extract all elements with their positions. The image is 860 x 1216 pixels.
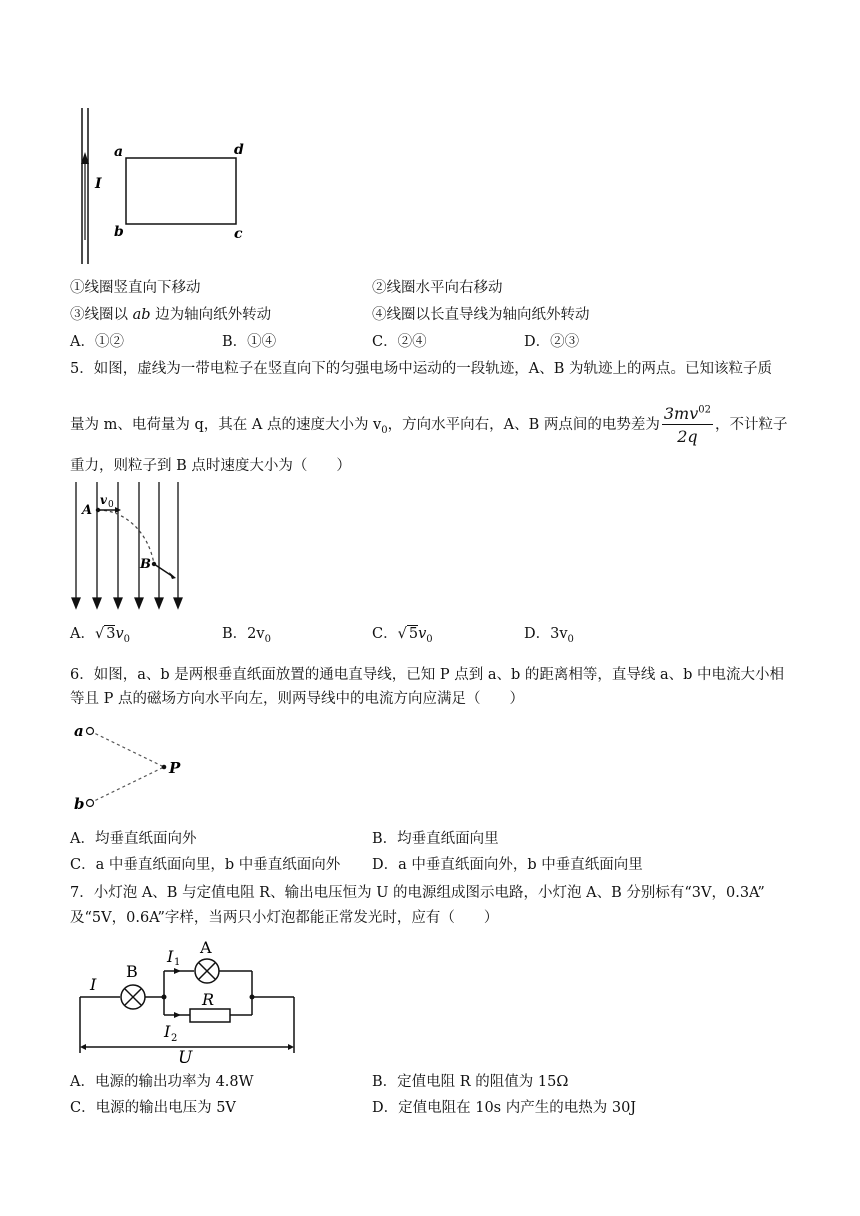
q6-figure: [68, 718, 188, 818]
q7-stem-line2: 及“5V，0.6A”字样，当两只小灯泡都能正常发光时，应有（ ）: [70, 910, 499, 926]
fig7-label-I2: I: [164, 1022, 171, 1041]
fig7-label-A: A: [200, 938, 212, 957]
q6-choice-b[interactable]: B．均垂直纸面向里: [372, 831, 499, 847]
q7-choice-d[interactable]: D．定值电阻在 10s 内产生的电热为 30J: [372, 1100, 637, 1116]
fig6-label-P: P: [169, 759, 181, 777]
q5-stem-line1: 5．如图，虚线为一带电粒子在竖直向下的匀强电场中运动的一段轨迹，A、B 为轨迹上的两点。已知该粒子质: [70, 361, 772, 377]
q6-choice-a[interactable]: A．均垂直纸面向外: [70, 831, 197, 847]
fig4-label-c: c: [234, 226, 243, 242]
fig7-label-I1: I: [167, 947, 174, 966]
fig6-label-a: a: [74, 722, 84, 740]
q4-option-1: ①线圈竖直向下移动: [70, 280, 201, 296]
q6-stem-line2: 等且 P 点的磁场方向水平向左，则两导线中的电流方向应满足（ ）: [70, 691, 524, 707]
q5-figure: [68, 480, 188, 612]
q4-choice-c[interactable]: C．②④: [372, 334, 427, 350]
fig7-label-B: B: [126, 962, 138, 981]
fig4-label-d: d: [234, 142, 244, 158]
q4-option-3: ③线圈以 ab 边为轴向纸外转动: [70, 307, 272, 323]
fig5-label-A: A: [82, 503, 93, 518]
q5-choice-d[interactable]: D．$3v_0$: [524, 626, 574, 645]
fig4-label-a: a: [114, 144, 124, 160]
q6-choice-c[interactable]: C．a 中垂直纸面向里，b 中垂直纸面向外: [70, 857, 341, 873]
q5-stem-line3: 重力，则粒子到 B 点时速度大小为（ ）: [70, 458, 351, 474]
q4-choice-b[interactable]: B．①④: [222, 334, 277, 350]
fig7-label-I: I: [90, 975, 97, 994]
q4-figure: [68, 100, 258, 270]
q5-choice-a[interactable]: A．√ $3v_0$: [70, 626, 131, 645]
fig5-label-B: B: [140, 557, 151, 572]
svg-text:2: 2: [171, 1033, 178, 1044]
fig6-label-b: b: [74, 795, 85, 813]
q4-choice-d[interactable]: D．②③: [524, 334, 580, 350]
fig4-label-I: I: [95, 176, 102, 192]
q6-choice-d[interactable]: D．a 中垂直纸面向外，b 中垂直纸面向里: [372, 857, 643, 873]
fig4-label-b: b: [114, 224, 124, 240]
q4-option-2: ②线圈水平向右移动: [372, 280, 503, 296]
fig5-label-v0: v: [100, 493, 107, 507]
q6-stem-line1: 6．如图，a、b 是两根垂直纸面放置的通电直导线，已知 P 点到 a、b 的距离相等，直导线 a、b 中电流大小相: [70, 667, 785, 683]
svg-text:1: 1: [174, 957, 181, 968]
svg-text:0: 0: [108, 500, 114, 510]
fig7-label-U: U: [178, 1048, 193, 1068]
q7-choice-b[interactable]: B．定值电阻 R 的阻值为 15Ω: [372, 1074, 569, 1090]
q7-stem-line1: 7．小灯泡 A、B 与定值电阻 R、输出电压恒为 U 的电源组成图示电路，小灯泡 A、B 分别标有“3V，0.3A”: [70, 885, 765, 901]
q4-option-4: ④线圈以长直导线为轴向纸外转动: [372, 307, 590, 323]
potential-difference-fraction: $\frac{3mv^{02}}{2q}$: [663, 404, 712, 447]
q4-choice-a[interactable]: A．①②: [70, 334, 124, 350]
q5-stem-line2: 量为 m、电荷量为 q，其在 A 点的速度大小为 $v_0$，方向水平向右，A、B 两点间的电势差为 $\frac{3mv^{02}}{2q}$ ，不计粒子: [70, 404, 788, 447]
q7-choice-c[interactable]: C．电源的输出电压为 5V: [70, 1100, 236, 1116]
q7-choice-a[interactable]: A．电源的输出功率为 4.8W: [70, 1074, 254, 1090]
q7-circuit-figure: [70, 935, 310, 1068]
q5-choice-c[interactable]: C．√ $5v_0$: [372, 626, 433, 645]
fig7-label-R: R: [202, 990, 215, 1009]
q5-choice-b[interactable]: B．$2v_0$: [222, 626, 271, 645]
